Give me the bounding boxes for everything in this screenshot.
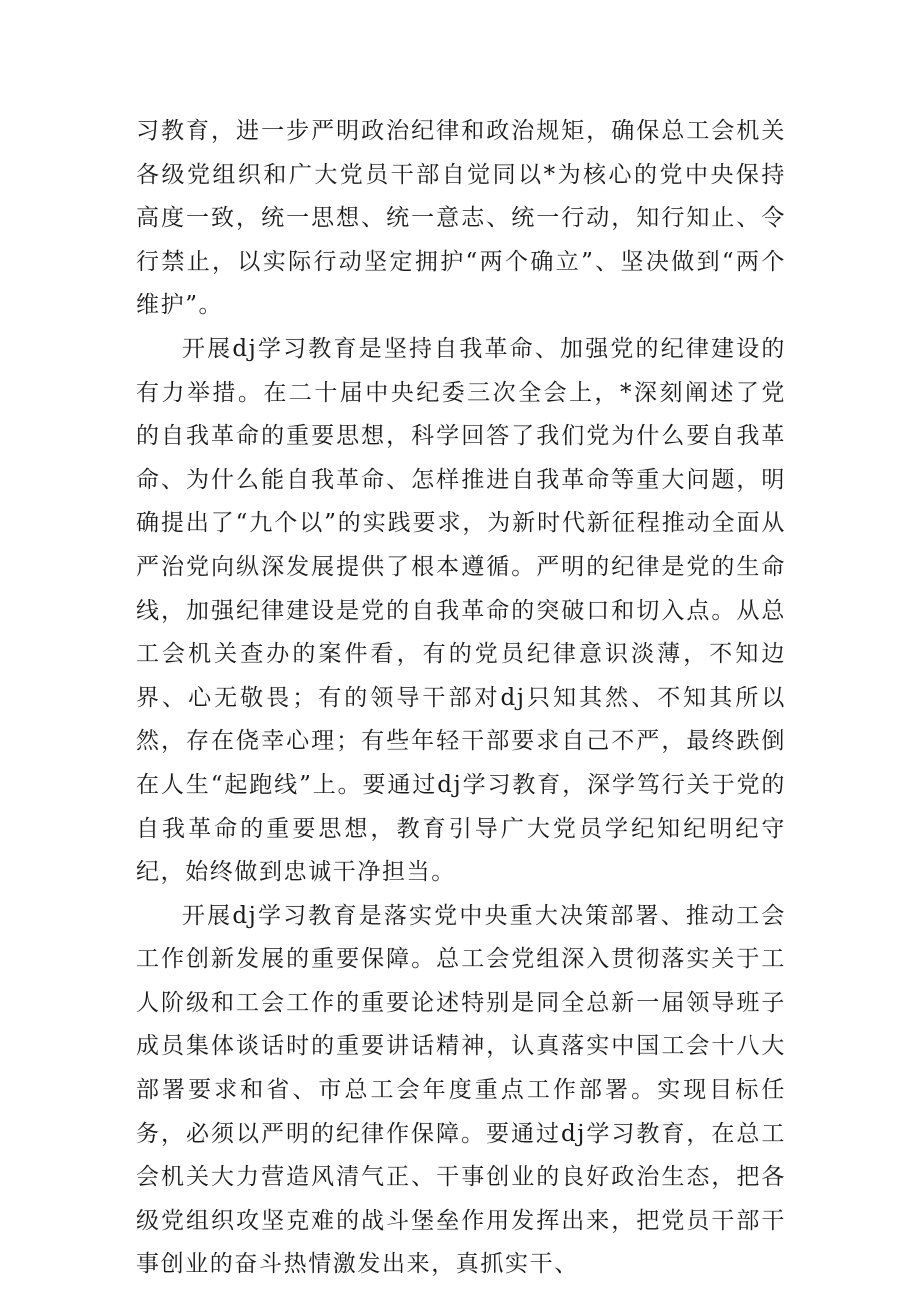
paragraph-union-work: 开展dj学习教育是落实党中央重大决策部署、推动工会工作创新发展的重要保障。总工会党组深入贯彻落实关于工人阶级和工会工作的重要论述特别是同全总新一届领导班子成员集体谈话时的重要讲话精神，认真落实中国工会十八大部署要求和省、市总工会年度重点工作部署。实现目标任务，必须以严明的纪律作保障。要通过dj学习教育，在总工会机关大力营造风清气正、干事创业的良好政治生态，把各级党组织攻坚克难的战斗堡垒作用发挥出来，把党员干部干事创业的奋斗热情激发出来，真抓实干、 xyxy=(136,902,786,1278)
document-body xyxy=(136,110,786,1287)
paragraph-continuation: 习教育，进一步严明政治纪律和政治规矩，确保总工会机关各级党组织和广大党员干部自觉同以*为核心的党中央保持高度一致，统一思想、统一意志、统一行动，知行知止、令行禁止，以实际行动坚定拥护“两个确立”、坚决做到“两个维护”。 xyxy=(136,118,786,319)
paragraph-self-revolution: 开展dj学习教育是坚持自我革命、加强党的纪律建设的有力举措。在二十届中央纪委三次全会上，*深刻阐述了党的自我革命的重要思想，科学回答了我们党为什么要自我革命、为什么能自我革命、怎样推进自我革命等重大问题，明确提出了“九个以”的实践要求，为新时代新征程推动全面从严治党向纵深发展提供了根本遵循。严明的纪律是党的生命线，加强纪律建设是党的自我革命的突破口和切入点。从总工会机关查办的案件看，有的党员纪律意识淡薄，不知边界、心无敬畏；有的领导干部对dj只知其然、不知其所以然，存在侥幸心理；有些年轻干部要求自己不严，最终跌倒在人生“起跑线”上。要通过dj学习教育，深学笃行关于党的自我革命的重要思想，教育引导广大党员学纪知纪明纪守纪，始终做到忠诚干净担当。 xyxy=(136,335,786,886)
